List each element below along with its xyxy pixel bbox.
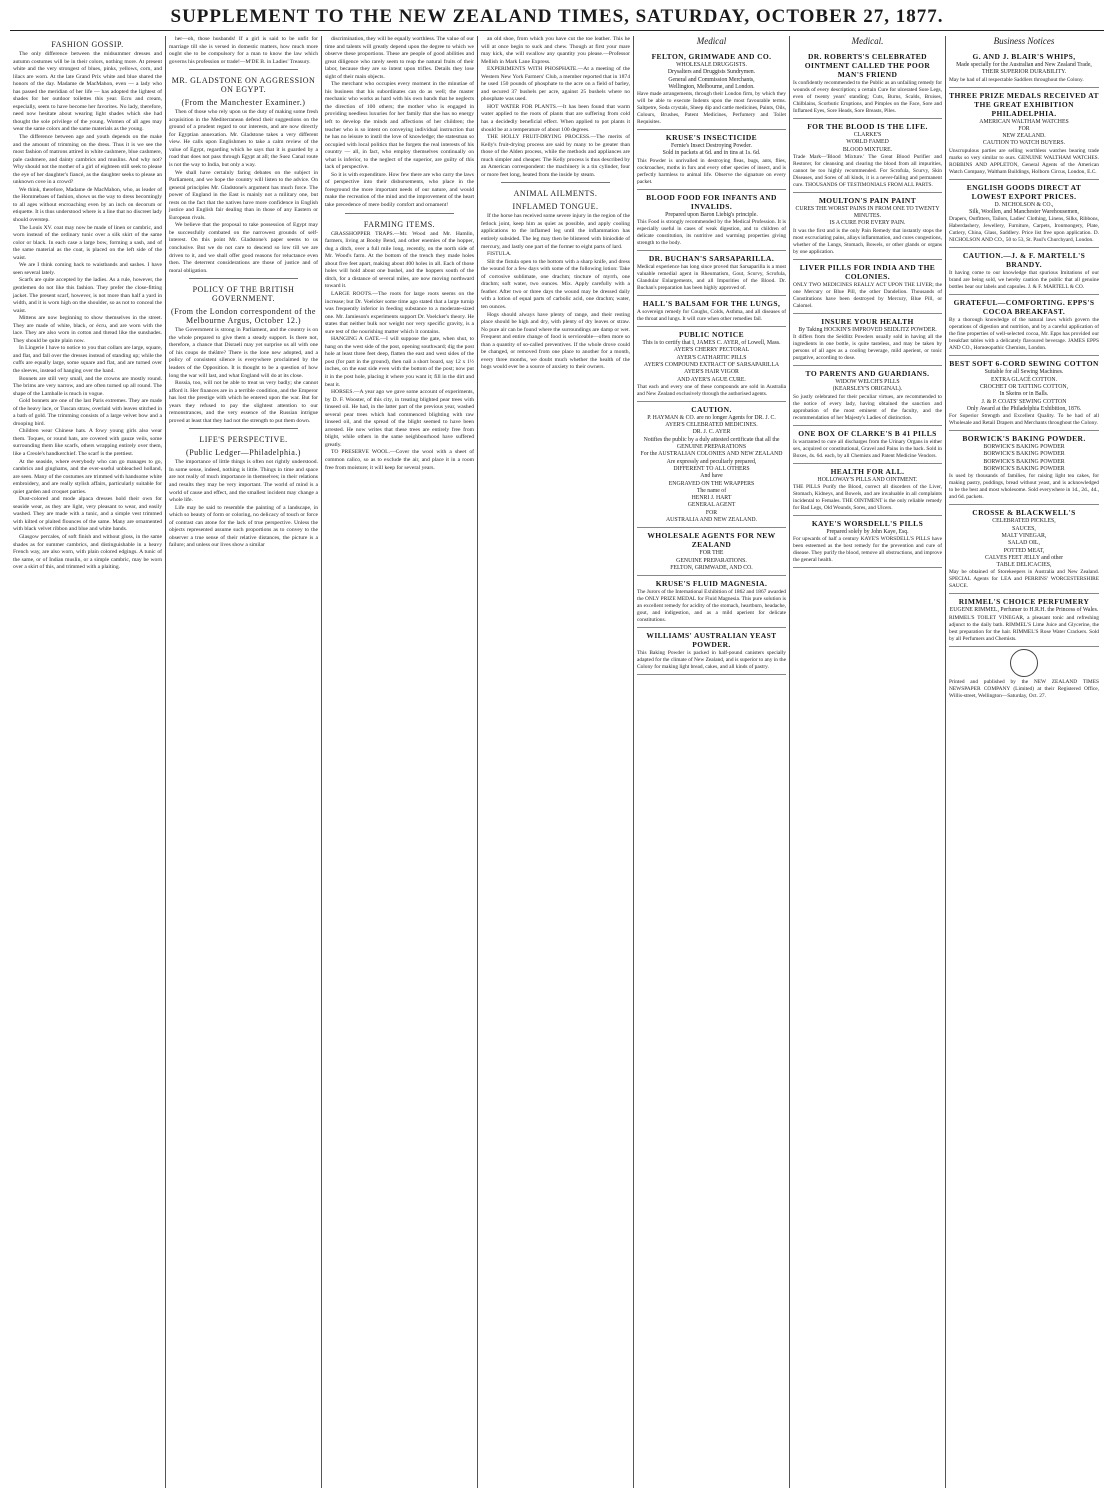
ad-line: J. & P. COATS' SEWING COTTON	[981, 398, 1067, 405]
ad-line: HOLLOWAY'S PILLS AND OINTMENT.	[817, 476, 918, 483]
column-gladstone	[166, 36, 322, 1488]
ad-line: AUSTRALIA AND NEW ZEALAND.	[665, 517, 758, 524]
ad-line: Silk, Woollen, and Manchester Warehousemen,	[969, 209, 1079, 216]
ad-line: The name of	[696, 487, 727, 494]
ad-body: The Jurors of the International Exhibition of 1862 and 1867 awarded the ONLY PRIZE MEDAL for Fluid Magnesia. This pure solution is an excellent remedy for acidity of the stomach, heartburn, headache, gout, and indigestion, and as a mild aperient for delicate constitutions.	[637, 589, 786, 624]
article-paragraph: The Louis XV. coat may now be made of linen or cambric, and worn instead of the ordinary tunic over a silk skirt of the same color or black. In each case a large bow, forming a sash, and of the same material as the coat, is placed on the left side of the waist.	[13, 224, 162, 261]
ad-body: For upwards of half a century KAYE'S WORSDELL'S PILLS have been esteemed as the best remedy for the prevention and cure of disease. They purify the blood, remove all obstructions, and improve the general health.	[793, 536, 942, 564]
advertisement	[949, 505, 1099, 594]
advertisement	[637, 576, 786, 628]
article-paragraph: We shall have certainly faring debates on the subject in Parliament, and we hope the country will listen to the advice. On general principles Mr. Gladstone's argument has much force. The power of England in the East is mainly not a military one, but rests on the fact that the natives have more confidence in English justice and English fair dealing than in those of any Eastern or European rivals.	[169, 169, 318, 221]
ad-line: DIFFERENT TO ALL OTHERS	[673, 465, 750, 472]
ad-title: WHOLESALE AGENTS FOR NEW ZEALAND	[647, 531, 776, 550]
ad-body: A sovereign remedy for Coughs, Colds, Asthma, and all diseases of the throat and lungs. It will cure when other remedies fail.	[637, 309, 786, 323]
article-paragraph: The difference between age and youth depends on the make and the amount of trimming on the dress. Thus it is we see the most fashion of matrons attired in white cashmere, blue cashmere, pale cashmere, and dainty cambrics and muslins. And why not? Why should not the mother of a girl of eighteen still seek to please the eye of her daughter's fiancé, as the daughter seeks to please an unknown cove in a crowd?	[13, 134, 162, 186]
article-paragraph: Life may be said to resemble the painting of a landscape, in which so beauty of form or coloring, no delicacy of touch or force of contrast can atone for the lack of true perspective. Unless the objects represented assume such proportions as to convey to the observer a true sense of their relative distances, the picture is a failure; and unless our lives show a similar	[169, 504, 318, 549]
article-paragraph: In Lingerie I have to notice to you that collars are large, square, and flat, and fall over the dresses instead of standing up; while the cuffs are equally large, some square and flat, and are turned over the sleeves, instead of hanging over the hand.	[13, 345, 162, 374]
ad-line: AYER'S CATHARTIC PILLS	[676, 354, 747, 361]
ad-body: Trade Mark—'Blood Mixture.' The Great Blood Purifier and Restorer, for cleansing and clearing the blood from all impurities, cannot be too highly recommended. For Scrofula, Scurvy, Skin Diseases, and Sores of all kinds, it is a never-failing and permanent cure. THOUSANDS OF TESTIMONIALS FROM ALL PARTS.	[793, 153, 942, 188]
ad-line: WHOLESALE DRUGGISTS.	[676, 62, 747, 68]
article-source: (From the London correspondent of the Melbourne Argus, October 12.)	[171, 307, 316, 326]
ad-line: D. NICHOLSON & CO.,	[994, 201, 1054, 208]
ad-body: It differs from the Seidlitz Powders usually sold in having all the ingredients in one bottle, is quite tasteless, and may be taken by persons of all ages as a cooling beverage, mild aperient, or tonic purgative, according to dose.	[793, 334, 942, 362]
advertisement	[637, 251, 786, 296]
article-paragraph: So it is with expenditure. How few there are who carry the laws of perspective into their disbursements, who place in the foreground the more important needs of our nature, and would make the recreation of the mind and the improvement of the heart take precedence of mere bodily comfort and ornament!	[325, 171, 474, 209]
article-title: FASHION GOSSIP.	[51, 40, 124, 49]
ad-body: THE PILLS Purify the Blood, correct all disorders of the Liver, Stomach, Kidneys, and Bowels, and are invaluable in all complaints incidental to Females. THE OINTMENT is the only reliable remedy for Bad Legs, Old Wounds, Sores, and Ulcers.	[793, 483, 942, 511]
column-fashion	[10, 36, 166, 1488]
article-paragraph: Dust-colored and mode alpaca dresses hold their own for seaside wear, as they are light, very pleasant to wear, and easily washed. They are made with a tunic, and a simple vest trimmed with kilted or plaited flounces of the same. Many are ornamented with black velvet ribbon and blue and white bands.	[13, 496, 162, 533]
article-paragraph: The Government is strong in Parliament, and the country is on the whole prepared to give them a steady support. Is there not, therefore, a chance that Disraeli may yet surprise us all with one of his coups de théâtre? There is the lone new adopted, and a policy of consistent silence is everywhere proclaimed by the leaders of the Opposition. It is thought to be a question of how long the war will last, and what England will do at its close.	[169, 327, 318, 379]
ad-line: EUGENE RIMMEL, Perfumer to H.R.H. the Princess of Wales.	[949, 607, 1099, 614]
ad-body: So justly celebrated for their peculiar virtues, are recommended to the notice of every lady, having obtained the sanction and approbation of the most eminent of the faculty, and the recommendation of her Majesty's Ladies of distinction.	[793, 393, 942, 421]
ad-line: Fernie's Insect Destroying Powder.	[671, 143, 752, 150]
article-paragraph: Children wear Chinese hats. A fowy young girls also wear them. Toques, or round hats, are covered with gauze veils, some surrounding them like scarfs, others wrapping entirely over them, like a Creole's handkerchief. The scarf is the prettiest.	[13, 428, 162, 457]
ad-line: FOR	[705, 509, 718, 516]
ad-body: May be obtained of Storekeepers in Australia and New Zealand. SPECIAL Agents for LEA and PERRINS' WORCESTERSHIRE SAUCE.	[949, 569, 1099, 590]
article-title: POLICY OF THE BRITISH GOVERNMENT.	[192, 285, 295, 304]
ad-line: FOR THE	[699, 550, 724, 557]
article-paragraph: an old shoe, from which you have cut the toe leather. This he will at once begin to suck and chew. Though at first your mare may kick, she will swallow any quantity you please.—Professor Mellish in Mark Lane Express.	[481, 36, 630, 65]
ad-line: CALVES FEET JELLY and other	[984, 554, 1064, 561]
ad-title: TO PARENTS AND GUARDIANS.	[805, 369, 930, 379]
ad-body: Medical experience has long since proved that Sarsaparilla is a most valuable remedial agent in Rheumatism, Gout, Scurvy, Scrofula, Glandular Enlargements, and all Impurities of the Blood. Dr. Buchan's preparation has been highly approved of.	[637, 264, 786, 292]
ad-line: NEW ZEALAND.	[1002, 133, 1046, 140]
ad-title: ENGLISH GOODS DIRECT AT LOWEST EXPORT PRICES.	[966, 182, 1082, 201]
ad-body: Unscrupulous parties are selling worthless watches bearing trade marks so very similar to ours. GENUINE WALTHAM WATCHES. ROBBINS AND APPLETON, General Agents of the American Watch Company, Waltham Buildings, Holborn Circus, London, E.C.	[949, 147, 1099, 175]
ad-line: MALT VINEGAR,	[1001, 532, 1047, 539]
advertisement	[637, 130, 786, 190]
ad-line: BORWICK'S BAKING POWDER	[983, 458, 1065, 465]
column-animal-ailments	[478, 36, 634, 1488]
advertisement	[949, 295, 1099, 356]
ad-line: WIDOW WELCH'S PILLS	[835, 379, 900, 386]
ad-line: CAUTION TO WATCH BUYERS.	[982, 140, 1066, 147]
ad-title: G. AND J. BLAIR'S WHIPS,	[972, 52, 1076, 61]
advertisement	[793, 193, 942, 260]
publisher-imprint: Printed and published by the NEW ZEALAND TIMES NEWSPAPER COMPANY (Limited) at their Registered Office, Willis-street, Wellington—Saturday, Oct. 27.	[949, 678, 1099, 699]
column-farming	[322, 36, 478, 1488]
ad-title: HALL'S BALSAM FOR THE LUNGS,	[642, 299, 781, 309]
ad-title: RIMMEL'S CHOICE PERFUMERY	[958, 597, 1090, 607]
article-paragraph: FISTULA.	[487, 251, 512, 258]
article-paragraph: Hogs should always have plenty of range, and their resting place should be high and dry, with plenty of dry leaves or straw. No pure air can be found where the surroundings are damp or wet. Frequent and entire change of food is serviceable—often more so than a quantity of so-called preventives. If the whole drove could be changed, or removed from one place to another for a month, every three months, we doubt much whether the health of the hogs would ever be a source of anxiety to their owners.	[481, 311, 630, 371]
article-paragraph: Mittens are now beginning to show themselves in the street. They are made of white, black, or écru, and are worn with the lace. They are also worn in cotton and thread like the sunshades. They should be quite plain now.	[13, 315, 162, 344]
ad-line: Only Award at the Philadelphia Exhibition, 1876.	[966, 405, 1082, 412]
advertisement	[949, 88, 1099, 180]
advertisement	[793, 366, 942, 426]
article-paragraph: The importance of little things is often not rightly understood. In some sense, indeed, nothing is little. Things in time and space are not really of much importance in themselves; in their relations and results they may be very important. The world of mind is a world of cause and effect, and the smallest incident may change a whole life.	[169, 459, 318, 504]
article-paragraph: If the horse has received some severe injury in the region of the fetlock joint, keep him as quiet as possible, and apply cooling applications to the inflamed leg until the inflammation has entirely subsided. The leg may then be blistered with biniodide of mercury, and lastly one part of the former to eight parts of lard.	[481, 213, 630, 250]
ad-body: For Superior Strength and Excellent Quality. To be had of all Wholesale and Retail Drapers and Merchants throughout the Colony.	[949, 413, 1099, 427]
article-paragraph: GRASSHOPPER TRAPS.—Mr. Wood and Mr. Hamlin, farmers, living at Booby Bend, and other enemies of the hopper, dug a ditch, over a full mile long, recently, on the north side of Mr. Wood's farm. At the bottom of the trench they made holes about five feet apart, making about 400 holes in all. Each of those holes will hold about one bushel, and the hoppers south of the ditch, for a distance of several miles, are now moving northward toward it.	[325, 230, 474, 290]
section-rule	[345, 213, 454, 214]
ad-line: Notifies the public by a duly attested certificate that all the GENUINE PREPARATIONS	[643, 436, 780, 451]
ad-body: Have made arrangements, through their London firm, by which they will be able to execute Indents upon the most favourable terms. Saltpetre, Soda crystals, Sheep dip and cattle medicines, Paints, Oils, Colours, Brushes, Patent Medicines, Perfumery and Toilet Requisites.	[637, 91, 786, 126]
ad-title: MOULTON'S PAIN PAINT	[818, 195, 917, 205]
ad-title: BLOOD FOOD FOR INFANTS AND INVALIDS.	[646, 192, 777, 211]
ad-body: May be had of all respectable Saddlers throughout the Colony.	[949, 76, 1084, 83]
ad-body: It having come to our knowledge that spurious Imitations of our brand are being sold, we hereby caution the public that all genuine bottles bear our labels and capsules. J. & F. MARTELL & CO.	[949, 270, 1099, 291]
column-heading: Medical	[696, 36, 727, 46]
ad-line: Prepared solely by John Kaye, Esq.	[826, 528, 909, 535]
ad-line: SALAD OIL,	[1008, 540, 1040, 547]
article-paragraph: Glasgow percales, of soft finish and without gloss, in the same shades as for summer cambrics, and distinguishable in a heavy French way, are also worn, with plain colored edgings. A tunic of the same, or of Indian muslin, or a simple cambric, may be worn over a skirt of this, and trimmed with a plaiting.	[13, 534, 162, 571]
ad-line: FOR	[1018, 125, 1030, 132]
advertisement	[637, 296, 786, 327]
column-business	[946, 36, 1102, 1488]
ad-line: AMERICAN WALTHAM WATCHES	[979, 118, 1069, 125]
ad-line: AYER'S HAIR VIGOR	[684, 369, 739, 376]
ad-line: AYER'S COMPOUND EXTRACT OF SARSAPARILLA	[643, 361, 780, 368]
article-paragraph: discrimination, they will be equally worthless. The value of our time and talents will greatly depend upon the degree to which we observe these proportions. These are people of good abilities and great diligence who rarely seem to reap the natural fruits of their labor, because they are so intent upon trifles. Details they lose sight of their main objects.	[325, 36, 474, 80]
ad-title: GRATEFUL—COMFORTING. EPPS'S COCOA BREAKFAST.	[953, 298, 1095, 317]
advertisement	[637, 528, 786, 576]
ad-line: Prepared upon Baron Liebig's principle.	[665, 211, 758, 218]
advertisement	[949, 431, 1099, 505]
ad-line: (KEARSLEY'S ORIGINAL).	[832, 386, 903, 393]
advertisement	[949, 49, 1099, 88]
advertisement	[949, 356, 1099, 431]
ad-line: EXTRA GLACÉ COTTON.	[990, 376, 1058, 383]
masthead-rule	[10, 30, 1104, 31]
article-paragraph: LARGE ROOTS.—The roots for large roots seems on the increase; but Dr. Voelcker some time ago stated that a large turnip was frequently inferior in feeding substance to a moderate-sized one. Mr. Jamieson's experiments support Dr. Voelcker's theory. He states that neither bulk nor weight nor very specific gravity, is a sure test of the nourishing matter which it contains.	[325, 290, 474, 335]
article-paragraph: At the seaside, where everybody who can go manages to go, cambrics and ginghams, and the ever-useful unbleached holland, are seen. Many of the costumes are trimmed with handsome white embroidery, and are really stylish affairs, particularly suitable for quiet garden and croquet parties.	[13, 458, 162, 495]
advertisement	[637, 190, 786, 251]
article-paragraph: Then of those who rely upon us the duty of making some fresh acquisition in the Mediterranean defend their suggestions on the ground of a prudent regard to our interests, and are now directly for Egyptian annexation. Mr. Gladstone takes a very different view. He calls upon Englishmen to take a calm review of the value of Egypt, regarding which he says that it is guarded by a road that does not pass through Egypt at all; the Suez Canal route is not the way to India, but only a way.	[169, 109, 318, 169]
ad-body: This Baking Powder is packed in half-pound canisters specially adapted for the climate of New Zealand, and is superior to any in the Colony for making light bread, cakes, and all kinds of pastry.	[637, 650, 786, 671]
ad-title: WILLIAMS' AUSTRALIAN YEAST POWDER.	[646, 631, 777, 650]
article-paragraph: Bonnets are still very small, and the crowns are mostly round. The brims are very narrow, and are often turned up all round. The shape of the Lamballe is much in vogue.	[13, 375, 162, 397]
ad-title: KRUSE'S INSECTICIDE	[665, 133, 758, 143]
ad-title: HEALTH FOR ALL.	[830, 466, 905, 476]
article-paragraph: THE HOLLY FRUIT-DRYING PROCESS.—The merits of Kelly's fruit-drying process are said by many to be greater than those of the Alden process, while the methods and appliances are much simpler and cheaper. The Kelly process is thus described by an American correspondent: the machinery is a tin cylinder, four or more feet long, heated from the inside by steam.	[481, 134, 630, 178]
trade-mark-seal-icon	[1010, 649, 1038, 677]
advertisement	[793, 516, 942, 568]
ad-title: CROSSE & BLACKWELL'S	[972, 508, 1076, 518]
ad-line: For the AUSTRALIAN COLONIES AND NEW ZEALAND	[640, 451, 783, 458]
ad-line: AYER'S CHERRY PECTORAL	[673, 347, 750, 354]
ad-line: HENRI J. HART	[691, 495, 732, 502]
article-title: LIFE'S PERSPECTIVE.	[199, 435, 288, 445]
ad-line: POTTED MEAT,	[1003, 547, 1045, 554]
article-title: FARMING ITEMS.	[363, 219, 436, 229]
ad-line: IS A CURE FOR EVERY PAIN.	[829, 220, 906, 227]
ad-title: KRUSE'S FLUID MAGNESIA.	[655, 579, 768, 589]
ad-line: FELTON, GRIMWADE, AND CO.	[670, 564, 753, 571]
ad-title: CAUTION.	[691, 404, 732, 414]
ad-line: CROCHET OR TATTING COTTON,	[979, 383, 1069, 390]
advertisement	[793, 49, 942, 119]
article-source: (Public Ledger—Philadelphia.)	[186, 448, 301, 458]
ad-line: CURES THE WORST PAINS IN FROM ONE TO TWENTY MINUTES.	[795, 205, 940, 220]
article-source: (From the Manchester Examiner.)	[181, 98, 306, 108]
advertisement	[637, 327, 786, 402]
column-medical-2	[790, 36, 946, 1488]
advertisement	[637, 49, 786, 130]
ad-line: CELEBRATED PICKLES,	[992, 518, 1056, 525]
ad-title: INSURE YOUR HEALTH	[821, 316, 914, 326]
ad-line: Drysalters and Druggists Sundrymen.	[667, 69, 756, 76]
ad-body: Is used by thousands of families, for raising light tea cakes, for making pastry, puddings, bread without yeast, and is acknowledged to be the best and most wholesome. Sold everywhere in 1d., 2d., 4d., and 6d. packets.	[949, 473, 1099, 501]
ad-line: BLOOD MIXTURE.	[842, 146, 893, 153]
ad-title: BEST SOFT 6-CORD SEWING COTTON	[949, 359, 1099, 369]
columns	[10, 36, 1104, 1488]
section-rule	[189, 69, 298, 70]
article-paragraph: We believe that the proposal to take possession of Egypt may be successfully combated on the narrowest grounds of self-interest. On this point Mr. Gladstone's paper seems to us conclusive. But we do not care to descend so low till we are driven to it, and we shall offer good reasons for reluctance even then. The deterrent considerations are those of justice and of moral obligation.	[169, 222, 318, 274]
ad-body: It was the first and is the only Pain Remedy that instantly stops the most excruciating pains, allays inflammation, and cures congestions, whether of the Lungs, Stomach, Bowels, or other glands or organs by one application.	[793, 227, 942, 255]
ad-body: This Powder is unrivalled in destroying fleas, bugs, ants, flies, cockroaches, moths in furs and every other species of insect, and is perfectly harmless to animal life. Observe the signature on every packet.	[637, 157, 786, 185]
ad-line: By Taking HOCKIN'S IMPROVED SEIDLITZ POWDER.	[798, 326, 937, 333]
ad-line: GENUINE PREPARATIONS.	[676, 557, 747, 564]
ad-body: That each and every one of these compounds are sold in Australia and New Zealand exclusively through the authorised agents.	[637, 383, 786, 397]
advertisement	[949, 594, 1099, 646]
ad-title: THREE PRIZE MEDALS RECEIVED AT THE GREAT EXHIBITION PHILADELPHIA.	[949, 90, 1099, 118]
article-paragraph: Russia, too, will not be able to treat us very badly; she cannot afford it. Her finances are in a terrible condition, and the Emperor has lost the prestige with which he entered upon the war. But for years they refused to pay the slightest attention to our remonstrances, and the very essence of the Russian intrigue proved at least that they had not the strength to put them down.	[169, 380, 318, 424]
article-paragraph: Scarfs are quite accepted by the ladies. As a rule, however, the gentlemen do not like this fashion. They prefer the close-fitting jacket. The present scarf, however, is not more than half a yard in width, and it is worn high on the shoulder, so as not to conceal the waist.	[13, 277, 162, 314]
ad-line: General and Commission Merchants,	[668, 76, 755, 83]
ad-line: WORLD FAMED	[846, 139, 889, 146]
ad-title: DR. ROBERTS'S CELEBRATED OINTMENT CALLED THE POOR MAN'S FRIEND	[804, 52, 931, 79]
section-rule	[189, 278, 298, 279]
ad-body: Is confidently recommended to the Public as an unfailing remedy for wounds of every description; a certain Cure for ulcerated Sore Legs, even of twenty years' standing; Cuts, Burns, Scalds, Bruises, Chilblains, Scorbutic Eruptions, and Pimples on the Face, Sore and Inflamed Eyes, Sore Heads, Sore Breasts, Piles.	[793, 80, 942, 114]
ad-title: DR. BUCHAN'S SARSAPARILLA.	[648, 254, 775, 264]
ad-body: This Food is strongly recommended by the Medical Profession. It is especially useful in cases of weak digestion, and to children of delicate constitution, its nutritive and warming properties giving strength to the body.	[637, 219, 786, 247]
ad-body: RIMMEL'S TOILET VINEGAR, a pleasant tonic and refreshing adjunct to the daily bath. RIMMEL'S Lime Juice and Glycerine, the best preparation for the hair. RIMMEL'S Rose Water Crackers. Sold by all Perfumers and Chemists.	[949, 614, 1099, 642]
article-paragraph: Slit the fistula open to the bottom with a sharp knife, and dress the wound for a few days with some of the following lotion: Take of corrosive sublimate, one drachm; tincture of myrrh, one drachm; soft water, two ounces. Mix. Apply carefully with a feather. After two or three days the wound may be dressed daily with a lotion of equal parts of carbolic acid, one drachm; water, ten ounces.	[481, 258, 630, 310]
ad-title: ONE BOX OF CLARKE'S B 41 PILLS	[798, 428, 937, 438]
ad-title: FELTON, GRIMWADE AND CO.	[651, 52, 772, 61]
advertisement	[793, 119, 942, 193]
ad-body: By a thorough knowledge of the natural laws which govern the operations of digestion and nutrition, and by a careful application of the fine properties of well-selected cocoa, Mr. Epps has provided our breakfast tables with a delicately flavoured beverage. JAMES EPPS AND CO., Homœopathic Chemists, London.	[949, 317, 1099, 352]
advertisement	[949, 180, 1099, 249]
ad-line: CLARKE'S	[853, 132, 882, 138]
ad-line: And have	[700, 473, 723, 480]
article-paragraph: The only difference between the midsummer dresses and autumn costumes will be in their colors, nothing more. At present white and the very strongest of blues, pinks, yellows, corn, and lilacs are worn. At the late Grand Prix white and blue shared the honors of the day. Madame de MacMahon, even — a lady who has passed the meridian of her life — has adopted the lightest of shades for her outdoor toilettes this year. Ecru and cream, especially, seem to have become her favorites. No lady, therefore, need now hesitate about wearing light shades which she had thought the sole privilege of the young. Women of all ages may wear the same colors and the same materials as the young.	[13, 51, 162, 133]
advertisement	[793, 464, 942, 516]
ad-line: TABLE DELICACIES,	[996, 562, 1052, 569]
ad-line: BORWICK'S BAKING POWDER	[983, 451, 1065, 458]
article-paragraph: We think, therefore, Madame de MacMahon, who, as leader of the Hommebaes of fashion, shows us the way to dress becomingly to all ages without encroaching even by an inch on decorum or etiquette. It is thus understood where is a line that no discreet lady should overstep.	[13, 186, 162, 224]
article-paragraph: We are I think coming back to waistbands and sashes. I have seen several lately.	[13, 262, 162, 276]
masthead: SUPPLEMENT TO THE NEW ZEALAND TIMES, SATURDAY, OCTOBER 27, 1877.	[170, 6, 944, 27]
ad-title: BORWICK'S BAKING POWDER.	[962, 434, 1086, 444]
ad-body: ONLY TWO MEDICINES REALLY ACT UPON THE LIVER; the one Mercury or Blue Pill, the other Dandelion. Thousands of Constitutions have been destroyed by Mercury, Blue Pill, or Calomel.	[793, 281, 942, 309]
ad-line: P. HAYMAN & CO. are no longer Agents for DR. J. C. AYER'S CELEBRATED MEDICINES.	[647, 414, 776, 429]
advertisement	[793, 314, 942, 366]
article-title: MR. GLADSTONE ON AGGRESSION ON EGYPT.	[171, 76, 316, 95]
ad-line: THEIR SUPERIOR DURABILITY.	[981, 69, 1067, 76]
article-subtitle: INFLAMED TONGUE.	[512, 202, 599, 212]
section-rule	[189, 428, 298, 429]
article-paragraph: HORSES.—A year ago we gave some account of experiments, by D. F. Wooster, of this city, in treating blighted pear trees with linseed oil. He had, in the latter part of the previous year, washed several pear trees which had commenced blighting with raw linseed oil, and the spread of the blight seemed to have been arrested. He now writes that these trees are entirely free from blight, while others in the same neighbourhood have suffered greatly.	[325, 389, 474, 448]
column-medical-1	[634, 36, 790, 1488]
advertisement	[637, 402, 786, 528]
ad-body: Drapers, Outfitters, Tailors, Ladies' Clothing, Linens, Silks, Ribbons, Haberdashery, Jewellery, Furniture, Carpets, Ironmongery, Plate, Cutlery, China, Glass, Saddlery. Price list free upon application. D. NICHOLSON AND CO., 50 to 53, St. Paul's Churchyard, London.	[949, 216, 1099, 244]
article-paragraph: Gold bonnets are one of the last Paris extremes. They are made of the heavy lace, or Tuscan straw, overlaid with leaves stitched in a bath of gold. The trimming consists of a large velvet bow and a drooping bird.	[13, 398, 162, 427]
ad-line: This is to certify that I, JAMES C. AYER, of Lowell, Mass.	[642, 340, 781, 347]
ad-title: KAYE'S WORSDELL'S PILLS	[811, 518, 924, 528]
ad-line: AND AYER'S AGUE CURE.	[677, 376, 746, 383]
ad-line: GENERAL AGENT	[687, 502, 736, 509]
ad-line: BORWICK'S BAKING POWDER	[983, 466, 1065, 473]
article-paragraph: her—oh, those husbands! If a girl is said to be unfit for marriage till she is versed in domestic matters, how much more ought she to be compulsory for a man to know the law which governs his profession or trade!—M'DE B. in Ladies' Treasury.	[169, 36, 318, 65]
ad-line: Are expressly and peculiarly prepared,	[666, 458, 757, 465]
column-heading: Medical.	[851, 36, 884, 46]
advertisement	[637, 628, 786, 675]
ad-line: ENGRAVED ON THE WRAPPERS	[668, 480, 755, 487]
section-rule	[501, 182, 610, 183]
ad-title: LIVER PILLS FOR INDIA AND THE COLONIES.	[799, 262, 936, 281]
ad-line: Suitable for all Sewing Machines.	[984, 369, 1064, 376]
article-paragraph: The merchant who occupies every moment in the minutiae of his business that his subordinates can do as well; the master mechanic who works as hard with his own hands that he neglects the direction of 100 others; the mother who is engaged in providing needless luxuries for her family that she has no energy left to develop the minds and affections of her children; the teacher who is so intent on conveying individual instruction that he has no leisure to instil the love of knowledge; the statesman so occupied with local politics that he forgets the real interests of his country — all, in fact, who employ themselves continually on what is inferior, to the neglect of the superior, are guilty of this lack of perspective.	[325, 81, 474, 171]
ad-line: Made specially for the Australian and New Zealand Trade,	[956, 62, 1092, 68]
ad-line: BORWICK'S BAKING POWDER	[983, 444, 1065, 451]
ad-line: In Skeins or in Balls.	[999, 391, 1049, 398]
article-title: ANIMAL AILMENTS.	[513, 189, 598, 199]
article-paragraph: HOT WATER FOR PLANTS.—It has been found that warm water applied to the roots of plants that are suffering from cold has a decidedly beneficial effect. When applied to pot plants it should be at a temperature of about 100 degrees.	[481, 103, 630, 133]
advertisement	[949, 248, 1099, 295]
ad-title: CAUTION.—J. & F. MARTELL'S BRANDY.	[962, 251, 1086, 270]
article-paragraph: TO PRESERVE WOOL.—Cover the wool with a sheet of common calico, so as to exclude the air, and place it in a room free from moisture; it will keep for several years.	[325, 449, 474, 471]
ad-line: Sold in packets at 6d. and in tins at 1s. 6d.	[662, 150, 761, 157]
ad-line: SAUCES,	[1012, 525, 1036, 532]
ad-line: Wellington, Melbourne, and London.	[668, 83, 755, 90]
ad-title: FOR THE BLOOD IS THE LIFE.	[807, 122, 928, 131]
advertisement	[793, 260, 942, 314]
article-paragraph: EXPERIMENTS WITH PHOSPHATE.—At a meeting of the Western New York Farmers' Club, a member reported that in 1874 he used 150 pounds of phosphate to the acre on a field of barley, and secured 37 bushels per acre, against 25 bushels where no phosphate was used.	[481, 66, 630, 103]
ad-line: DR. J. C. AYER	[692, 429, 731, 436]
ad-body: Is warranted to cure all discharges from the Urinary Organs in either sex, acquired or constitutional, Gravel and Pains in the back. Sold in Boxes, 4s. 6d. each, by all Chemists and Patent Medicine Vendors.	[793, 438, 942, 459]
column-heading: Business Notices	[993, 36, 1055, 46]
article-paragraph: HANGING A GATE.—I will suppose the gate, when shut, to hang on the west side of the post, opening southward; dig the post hole at least three feet deep, flatten the east and west sides of the post (for part in the ground), then nail a short board, say 12 x 1½ inches, on the east side even with the bottom of the post; now put it in the post hole, placing it where you want it; fill in the dirt and beat it.	[325, 336, 474, 388]
ad-title: PUBLIC NOTICE	[678, 330, 744, 340]
advertisement	[793, 426, 942, 464]
